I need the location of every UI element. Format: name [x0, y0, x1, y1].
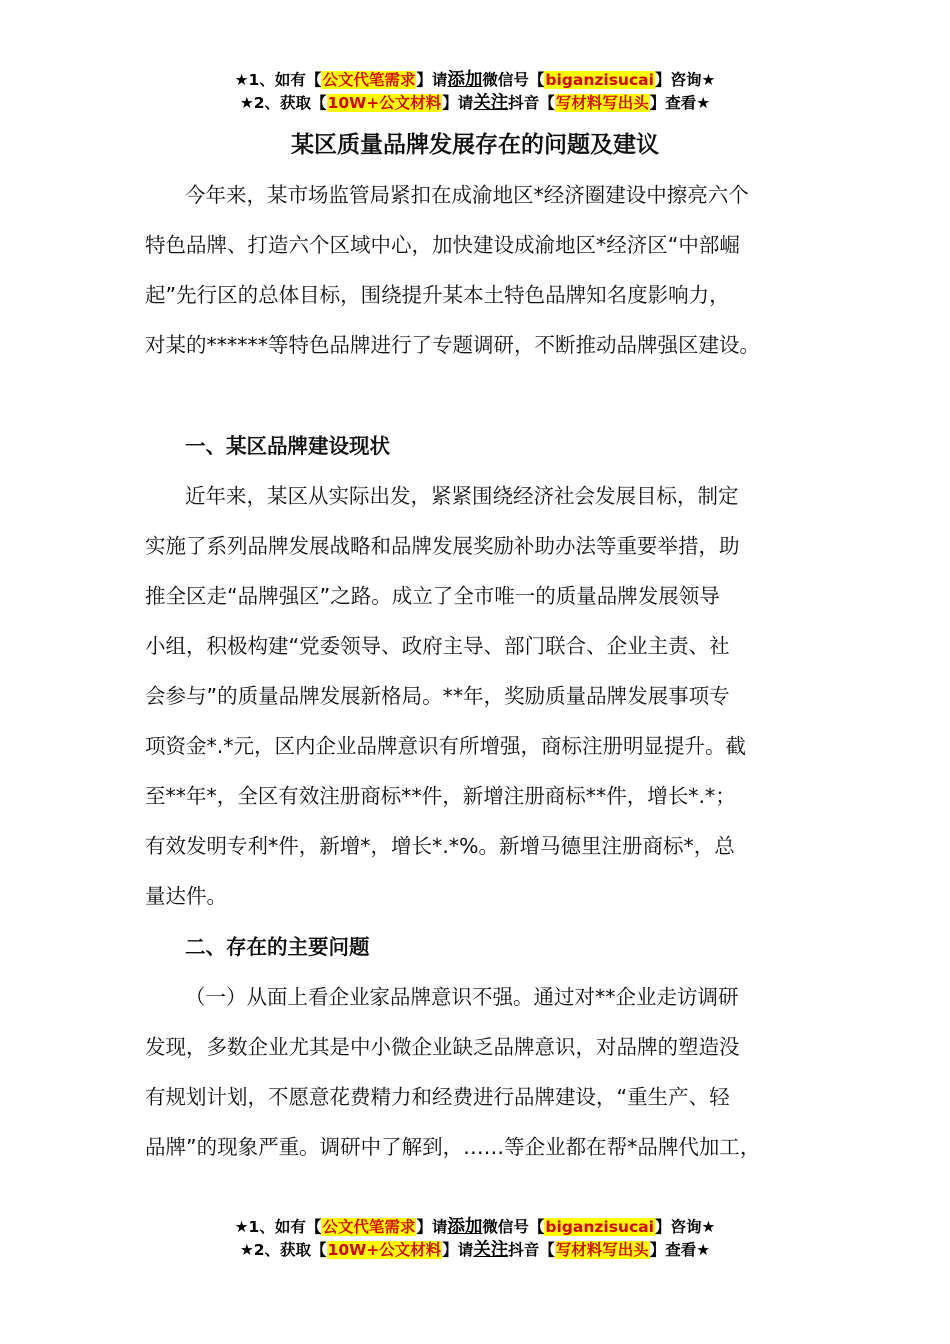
- promo-emphasis: 添加: [447, 70, 483, 90]
- promo-wechat-id: biganzisucai: [545, 1218, 654, 1236]
- promo-highlight: 公文代笔需求: [322, 1218, 416, 1236]
- promo-highlight: 10W+公文材料: [327, 94, 442, 112]
- header-promo-banner: [0, 69, 950, 115]
- promo-text: 抖音【: [508, 94, 555, 112]
- promo-emphasis: 关注: [473, 93, 509, 113]
- promo-emphasis: 关注: [473, 1240, 509, 1260]
- promo-line-2: [0, 1239, 950, 1262]
- text-line: 会参与”的质量品牌发展新格局。**年，奖励质量品牌发展事项专: [145, 684, 730, 708]
- promo-line-2: [0, 92, 950, 115]
- promo-text: ★2、获取【: [239, 94, 327, 112]
- promo-text: 】咨询★: [654, 71, 716, 89]
- text-line: 起”先行区的总体目标，围绕提升某本土特色品牌知名度影响力，: [145, 283, 730, 307]
- promo-text: 】请: [416, 1218, 448, 1236]
- text-line: 今年来，某市场监管局紧扣在成渝地区*经济圈建设中擦亮六个: [185, 183, 749, 207]
- text-line: （一）从面上看企业家品牌意识不强。通过对**企业走访调研: [185, 985, 739, 1009]
- promo-text: 】请: [416, 71, 448, 89]
- section-heading-1: 一、某区品牌建设现状: [185, 434, 390, 458]
- promo-text: 微信号【: [482, 71, 545, 89]
- promo-line-1: [0, 69, 950, 92]
- text-line: 至**年*，全区有效注册商标**件，新增注册商标**件，增长*.*；: [145, 784, 736, 808]
- promo-highlight: 公文代笔需求: [322, 71, 416, 89]
- promo-text: 】咨询★: [654, 1218, 716, 1236]
- footer-promo-banner: [0, 1216, 950, 1262]
- text-line: 量达件。: [145, 884, 227, 908]
- promo-text: 】查看★: [649, 94, 711, 112]
- text-line: 近年来，某区从实际出发，紧紧围绕经济社会发展目标，制定: [185, 484, 739, 508]
- promo-text: ★1、如有【: [234, 1218, 322, 1236]
- text-line: 有效发明专利*件，新增*，增长*.*%。新增马德里注册商标*，总: [145, 834, 735, 858]
- promo-text: ★2、获取【: [239, 1241, 327, 1259]
- promo-emphasis: 添加: [447, 1217, 483, 1237]
- text-line: 有规划计划，不愿意花费精力和经费进行品牌建设，“重生产、轻: [145, 1085, 730, 1109]
- promo-text: 抖音【: [508, 1241, 555, 1259]
- promo-douyin-id: 写材料写出头: [555, 94, 649, 112]
- text-line: 特色品牌、打造六个区域中心，加快建设成渝地区*经济区“中部崛: [145, 233, 740, 257]
- text-line: 发现，多数企业尤其是中小微企业缺乏品牌意识，对品牌的塑造没: [145, 1035, 740, 1059]
- text-line: 项资金*.*元，区内企业品牌意识有所增强，商标注册明显提升。截: [145, 734, 747, 758]
- promo-text: ★1、如有【: [234, 71, 322, 89]
- promo-douyin-id: 写材料写出头: [555, 1241, 649, 1259]
- section-heading-2: 二、存在的主要问题: [185, 935, 370, 959]
- text-line: 品牌”的现象严重。调研中了解到，……等企业都在帮*品牌代加工，: [145, 1135, 761, 1159]
- promo-wechat-id: biganzisucai: [545, 71, 654, 89]
- text-line: 推全区走“品牌强区”之路。成立了全市唯一的质量品牌发展领导: [145, 584, 720, 608]
- promo-text: 微信号【: [482, 1218, 545, 1236]
- text-line: 小组，积极构建“党委领导、政府主导、部门联合、企业主责、社: [145, 634, 730, 658]
- text-line: 实施了系列品牌发展战略和品牌发展奖励补助办法等重要举措，助: [145, 534, 740, 558]
- promo-text: 】请: [442, 1241, 474, 1259]
- document-title: 某区质量品牌发展存在的问题及建议: [291, 132, 659, 158]
- promo-text: 】查看★: [649, 1241, 711, 1259]
- promo-line-1: [0, 1216, 950, 1239]
- section2-paragraph: [145, 972, 815, 1172]
- promo-highlight: 10W+公文材料: [327, 1241, 442, 1259]
- promo-text: 】请: [442, 94, 474, 112]
- section1-paragraph: [145, 471, 815, 921]
- text-line: 对某的******等特色品牌进行了专题调研，不断推动品牌强区建设。: [145, 333, 760, 357]
- intro-paragraph: [145, 170, 815, 370]
